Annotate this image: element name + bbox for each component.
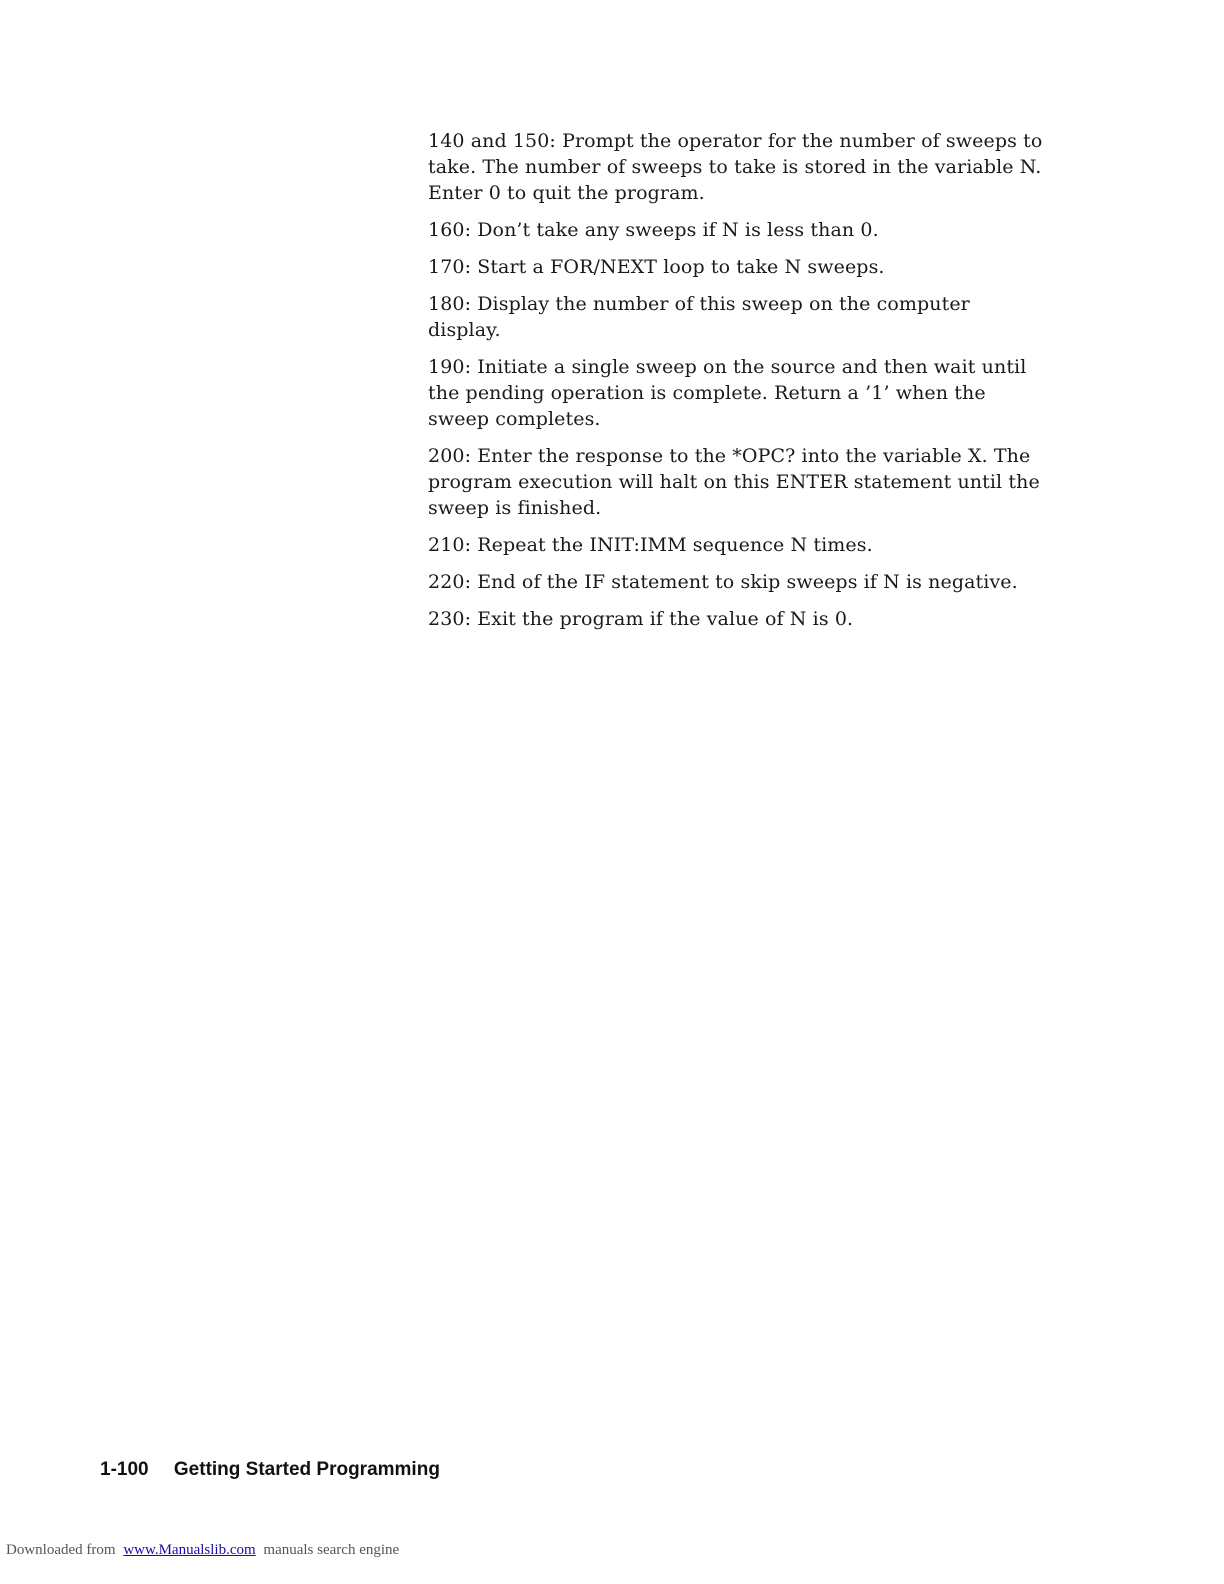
download-notice xyxy=(6,1542,399,1559)
page-footer xyxy=(100,1459,440,1481)
manualslib-link[interactable]: www.Manualslib.com xyxy=(123,1542,256,1558)
download-prefix: Downloaded from xyxy=(6,1542,116,1558)
paragraph-line-180: 180: Display the number of this sweep on the computer display. xyxy=(428,293,970,341)
body-text xyxy=(428,128,1048,643)
paragraph-line-160: 160: Don’t take any sweeps if N is less than 0. xyxy=(428,219,879,241)
download-suffix: manuals search engine xyxy=(263,1542,400,1558)
paragraph-line-210: 210: Repeat the INIT:IMM sequence N times. xyxy=(428,534,873,556)
paragraph-line-220: 220: End of the IF statement to skip sweeps if N is negative. xyxy=(428,571,1018,593)
paragraph-line-200: 200: Enter the response to the *OPC? into the variable X. The program execution will halt on this ENTER statement until the sweep is finished. xyxy=(428,445,1040,519)
section-title: Getting Started Programming xyxy=(173,1459,440,1480)
paragraph-line-190: 190: Initiate a single sweep on the source and then wait until the pending operation is complete. Return a ’1’ when the sweep completes. xyxy=(428,356,1027,430)
paragraph-line-170: 170: Start a FOR/NEXT loop to take N sweeps. xyxy=(428,256,885,278)
paragraph-lines-140-150: 140 and 150: Prompt the operator for the number of sweeps to take. The number of sweeps to take is stored in the variable N. Enter 0 to quit the program. xyxy=(428,130,1043,204)
paragraph-line-230: 230: Exit the program if the value of N is 0. xyxy=(428,608,854,630)
page-number: 1-100 xyxy=(100,1459,149,1480)
